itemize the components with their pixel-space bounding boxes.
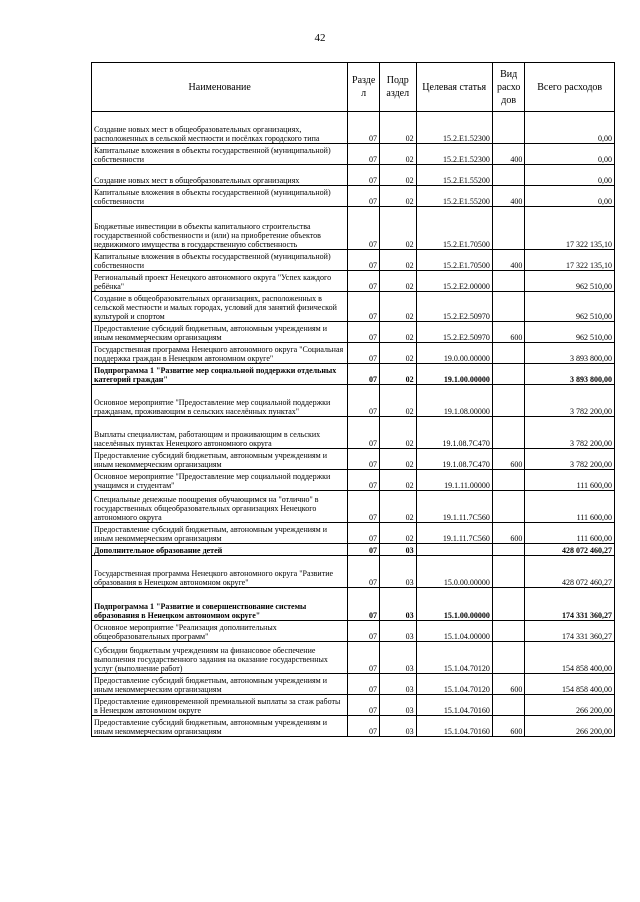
row-type	[492, 556, 525, 588]
row-type	[492, 364, 525, 385]
table-row	[92, 144, 615, 165]
row-subsection: 02	[379, 186, 416, 207]
row-section: 07	[348, 292, 380, 322]
row-subsection: 02	[379, 112, 416, 144]
table-row	[92, 186, 615, 207]
row-type: 600	[492, 716, 525, 737]
row-name: Предоставление субсидий бюджетным, автономным учреждениям и иным некоммерческим организациям	[92, 449, 348, 470]
row-section: 07	[348, 250, 380, 271]
row-section: 07	[348, 271, 380, 292]
row-type	[492, 695, 525, 716]
row-total: 3 782 200,00	[525, 385, 615, 417]
row-subsection: 02	[379, 417, 416, 449]
row-subsection: 03	[379, 695, 416, 716]
row-name: Основное мероприятие "Предоставление мер социальной поддержки гражданам, проживающим в сельских населённых пунктах"	[92, 385, 348, 417]
row-subsection: 02	[379, 165, 416, 186]
row-name: Предоставление субсидий бюджетным, автономным учреждениям и иным некоммерческим организациям	[92, 523, 348, 544]
row-type	[492, 642, 525, 674]
row-total: 17 322 135,10	[525, 250, 615, 271]
row-total: 3 893 800,00	[525, 364, 615, 385]
row-type: 400	[492, 144, 525, 165]
row-subsection: 03	[379, 621, 416, 642]
row-target	[416, 544, 492, 556]
table-row	[92, 674, 615, 695]
row-target: 19.0.00.00000	[416, 343, 492, 364]
table-row	[92, 207, 615, 250]
row-section: 07	[348, 186, 380, 207]
row-target: 15.2.Е1.70500	[416, 250, 492, 271]
row-type	[492, 544, 525, 556]
row-subsection: 02	[379, 491, 416, 523]
row-subsection: 03	[379, 716, 416, 737]
row-total: 266 200,00	[525, 716, 615, 737]
row-type	[492, 385, 525, 417]
row-type	[492, 343, 525, 364]
row-type	[492, 292, 525, 322]
row-target: 15.2.Е2.50970	[416, 322, 492, 343]
row-section: 07	[348, 343, 380, 364]
table-row	[92, 470, 615, 491]
table-row	[92, 695, 615, 716]
row-section: 07	[348, 207, 380, 250]
row-target: 15.0.00.00000	[416, 556, 492, 588]
row-name: Выплаты специалистам, работающим и проживающим в сельских населённых пунктах Ненецкого автономного округа	[92, 417, 348, 449]
row-type	[492, 491, 525, 523]
row-subsection: 03	[379, 642, 416, 674]
row-name: Создание новых мест в общеобразовательных организациях, расположенных в сельской местности и посёлках городского типа	[92, 112, 348, 144]
table-row	[92, 491, 615, 523]
row-target: 15.1.00.00000	[416, 588, 492, 621]
row-target: 15.2.Е1.55200	[416, 165, 492, 186]
row-name: Предоставление единовременной премиальной выплаты за стаж работы в Ненецком автономном округе	[92, 695, 348, 716]
row-total: 111 600,00	[525, 523, 615, 544]
row-total: 0,00	[525, 186, 615, 207]
row-name: Бюджетные инвестиции в объекты капитального строительства государственной собственности и (или) на приобретение объектов недвижимого имущества в государственную собственность	[92, 207, 348, 250]
page-number: 42	[314, 32, 326, 44]
row-section: 07	[348, 364, 380, 385]
row-type	[492, 271, 525, 292]
row-subsection: 02	[379, 523, 416, 544]
row-total: 0,00	[525, 144, 615, 165]
row-total: 3 782 200,00	[525, 417, 615, 449]
row-name: Предоставление субсидий бюджетным, автономным учреждениям и иным некоммерческим организациям	[92, 674, 348, 695]
row-target: 15.1.04.00000	[416, 621, 492, 642]
row-subsection: 03	[379, 674, 416, 695]
row-name: Капитальные вложения в объекты государственной (муниципальной) собственности	[92, 144, 348, 165]
row-section: 07	[348, 470, 380, 491]
row-type	[492, 621, 525, 642]
row-section: 07	[348, 144, 380, 165]
row-total: 154 858 400,00	[525, 642, 615, 674]
row-total: 3 893 800,00	[525, 343, 615, 364]
row-subsection: 02	[379, 322, 416, 343]
row-name: Предоставление субсидий бюджетным, автономным учреждениям и иным некоммерческим организациям	[92, 716, 348, 737]
row-target: 19.1.11.7С560	[416, 491, 492, 523]
row-target: 15.1.04.70120	[416, 642, 492, 674]
header-total: Всего расходов	[525, 63, 615, 112]
row-section: 07	[348, 491, 380, 523]
row-section: 07	[348, 588, 380, 621]
table-row	[92, 385, 615, 417]
table-row	[92, 449, 615, 470]
row-section: 07	[348, 385, 380, 417]
budget-table	[91, 62, 615, 737]
table-row	[92, 343, 615, 364]
row-target: 19.1.11.7С560	[416, 523, 492, 544]
row-section: 07	[348, 523, 380, 544]
row-subsection: 02	[379, 250, 416, 271]
row-subsection: 02	[379, 385, 416, 417]
row-subsection: 02	[379, 343, 416, 364]
row-subsection: 02	[379, 470, 416, 491]
row-name: Подпрограмма 1 "Развитие мер социальной поддержки отдельных категорий граждан"	[92, 364, 348, 385]
row-type: 600	[492, 523, 525, 544]
row-name: Региональный проект Ненецкого автономного округа "Успех каждого ребёнка"	[92, 271, 348, 292]
row-target: 15.2.Е1.52300	[416, 144, 492, 165]
row-name: Капитальные вложения в объекты государственной (муниципальной) собственности	[92, 186, 348, 207]
row-target: 19.1.08.7С470	[416, 449, 492, 470]
table-row	[92, 523, 615, 544]
row-target: 15.1.04.70160	[416, 716, 492, 737]
row-total: 0,00	[525, 112, 615, 144]
row-target: 15.2.Е1.52300	[416, 112, 492, 144]
header-subsection: Подр аздел	[379, 63, 416, 112]
table-body	[92, 112, 615, 737]
row-target: 19.1.08.00000	[416, 385, 492, 417]
row-total: 3 782 200,00	[525, 449, 615, 470]
row-type	[492, 112, 525, 144]
table-row	[92, 716, 615, 737]
row-name: Капитальные вложения в объекты государственной (муниципальной) собственности	[92, 250, 348, 271]
row-total: 154 858 400,00	[525, 674, 615, 695]
row-name: Государственная программа Ненецкого автономного округа "Развитие образования в Ненецком автономном округе"	[92, 556, 348, 588]
row-target: 19.1.00.00000	[416, 364, 492, 385]
row-target: 15.1.04.70120	[416, 674, 492, 695]
table-row	[92, 322, 615, 343]
row-target: 15.1.04.70160	[416, 695, 492, 716]
row-subsection: 02	[379, 364, 416, 385]
table-row	[92, 165, 615, 186]
row-type: 400	[492, 250, 525, 271]
header-target: Целевая статья	[416, 63, 492, 112]
row-section: 07	[348, 695, 380, 716]
row-type	[492, 165, 525, 186]
row-name: Подпрограмма 1 "Развитие и совершенствование системы образования в Ненецком автономном округе"	[92, 588, 348, 621]
row-type: 600	[492, 322, 525, 343]
table-row	[92, 556, 615, 588]
row-type	[492, 588, 525, 621]
row-total: 174 331 360,27	[525, 621, 615, 642]
table-row	[92, 544, 615, 556]
header-type: Вид расхо дов	[492, 63, 525, 112]
row-type: 400	[492, 186, 525, 207]
row-type: 600	[492, 449, 525, 470]
row-subsection: 03	[379, 544, 416, 556]
row-section: 07	[348, 417, 380, 449]
row-section: 07	[348, 642, 380, 674]
row-total: 111 600,00	[525, 470, 615, 491]
table-row	[92, 364, 615, 385]
row-name: Основное мероприятие "Реализация дополнительных общеобразовательных программ"	[92, 621, 348, 642]
row-type	[492, 417, 525, 449]
row-section: 07	[348, 621, 380, 642]
header-name: Наименование	[92, 63, 348, 112]
row-total: 962 510,00	[525, 322, 615, 343]
row-name: Предоставление субсидий бюджетным, автономным учреждениям и иным некоммерческим организациям	[92, 322, 348, 343]
row-section: 07	[348, 674, 380, 695]
row-name: Субсидии бюджетным учреждениям на финансовое обеспечение выполнения государственного задания на оказание государственных услуг (выполнение работ)	[92, 642, 348, 674]
row-name: Основное мероприятие "Предоставление мер социальной поддержки учащимся и студентам"	[92, 470, 348, 491]
row-name: Создание новых мест в общеобразовательных организациях	[92, 165, 348, 186]
row-target: 19.1.11.00000	[416, 470, 492, 491]
row-target: 15.2.Е2.50970	[416, 292, 492, 322]
row-type	[492, 470, 525, 491]
row-section: 07	[348, 544, 380, 556]
row-section: 07	[348, 449, 380, 470]
row-subsection: 02	[379, 449, 416, 470]
row-total: 428 072 460,27	[525, 544, 615, 556]
row-name: Специальные денежные поощрения обучающимся на "отлично" в государственных общеобразовательных организациях Ненецкого автономного округа	[92, 491, 348, 523]
table-row	[92, 642, 615, 674]
row-section: 07	[348, 322, 380, 343]
table-row	[92, 417, 615, 449]
table-header-row	[92, 63, 615, 112]
row-total: 174 331 360,27	[525, 588, 615, 621]
row-total: 428 072 460,27	[525, 556, 615, 588]
table-row	[92, 621, 615, 642]
header-section: Разде л	[348, 63, 380, 112]
row-total: 266 200,00	[525, 695, 615, 716]
row-total: 962 510,00	[525, 271, 615, 292]
table-row	[92, 588, 615, 621]
row-subsection: 03	[379, 588, 416, 621]
row-target: 19.1.08.7С470	[416, 417, 492, 449]
row-subsection: 02	[379, 144, 416, 165]
row-section: 07	[348, 716, 380, 737]
row-name: Дополнительное образование детей	[92, 544, 348, 556]
row-type	[492, 207, 525, 250]
row-name: Государственная программа Ненецкого автономного округа "Социальная поддержка граждан в Ненецком автономном округе"	[92, 343, 348, 364]
row-type: 600	[492, 674, 525, 695]
row-section: 07	[348, 556, 380, 588]
table-row	[92, 271, 615, 292]
row-target: 15.2.Е1.70500	[416, 207, 492, 250]
table-row	[92, 250, 615, 271]
row-target: 15.2.Е1.55200	[416, 186, 492, 207]
row-total: 962 510,00	[525, 292, 615, 322]
row-subsection: 02	[379, 271, 416, 292]
table-row	[92, 292, 615, 322]
row-subsection: 02	[379, 292, 416, 322]
table-row	[92, 112, 615, 144]
row-name: Создание в общеобразовательных организациях, расположенных в сельской местности и малых городах, условий для занятий физической культурой и спортом	[92, 292, 348, 322]
row-total: 111 600,00	[525, 491, 615, 523]
row-subsection: 02	[379, 207, 416, 250]
row-section: 07	[348, 112, 380, 144]
row-total: 17 322 135,10	[525, 207, 615, 250]
row-total: 0,00	[525, 165, 615, 186]
row-subsection: 03	[379, 556, 416, 588]
row-section: 07	[348, 165, 380, 186]
row-target: 15.2.Е2.00000	[416, 271, 492, 292]
